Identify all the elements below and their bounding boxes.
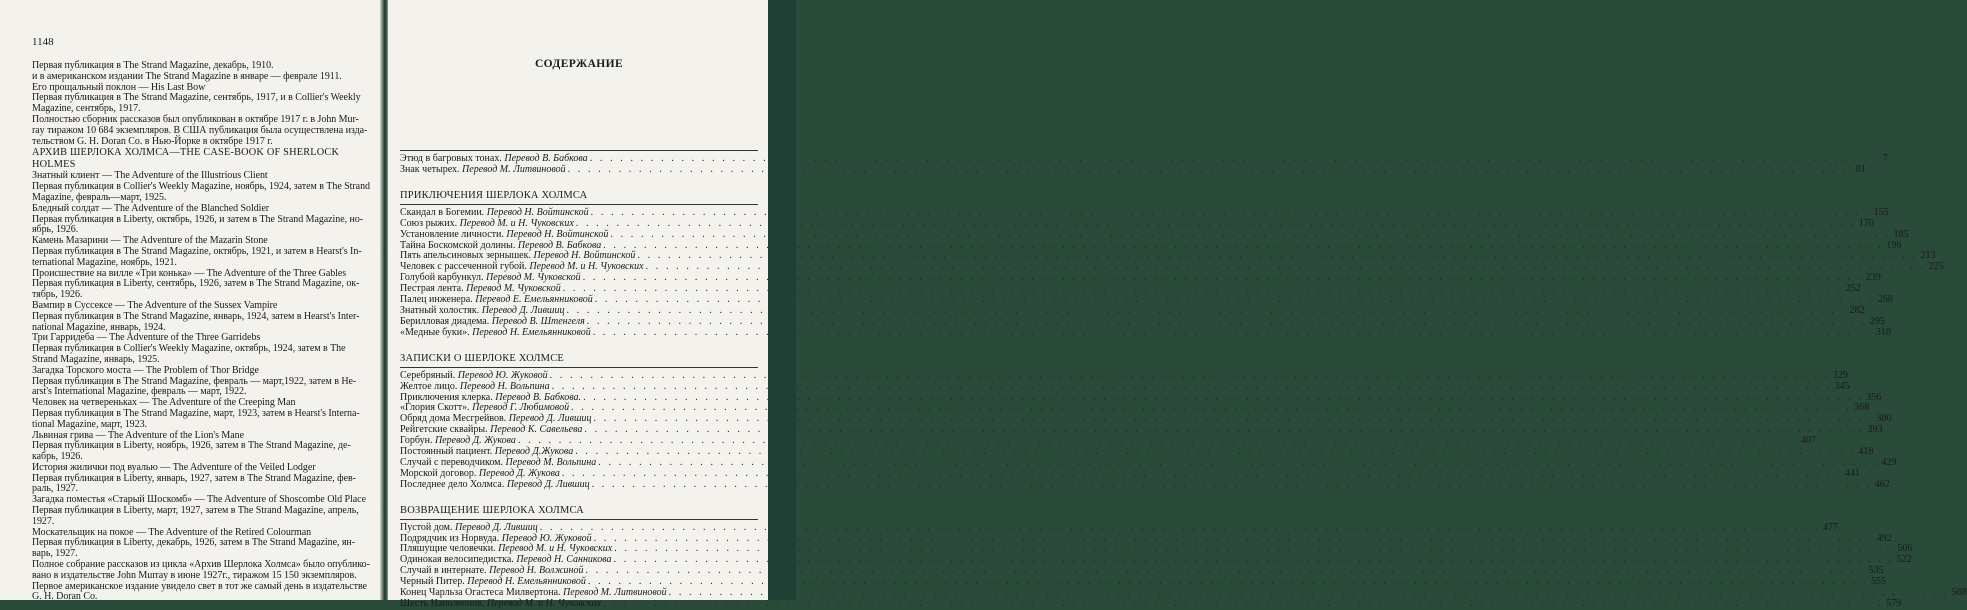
story-title: Черный Питер. xyxy=(400,576,468,588)
story-title: Человек с рассеченной губой. xyxy=(400,261,530,273)
translator: Перевод Н. Емельянниковой xyxy=(472,326,591,338)
translator: Перевод Н. Войтинской xyxy=(533,250,636,262)
toc-block xyxy=(400,352,1897,491)
toc-page-number: 155 xyxy=(1873,206,1889,218)
toc-page-number: 579 xyxy=(1886,598,1902,609)
text-line: Полное собрание рассказов из цикла «Архив Шерлока Холмса» было опублико- xyxy=(32,559,370,571)
translator: Перевод В. Штенгеля xyxy=(491,315,585,327)
text-line: Первое американское издание увидело свет в тот же самый день в издательстве xyxy=(32,580,367,592)
toc-section-title: ЗАПИСКИ О ШЕРЛОКЕ ХОЛМСЕ xyxy=(400,352,565,364)
story-title: Рейгетские сквайры. xyxy=(400,424,491,436)
toc-page-number: 213 xyxy=(1920,250,1936,262)
toc-page-number: 7 xyxy=(1882,153,1888,164)
text-line: Первая публикация в The Strand Magazine, декабрь, 1910. xyxy=(32,60,274,71)
toc-page-number: 345 xyxy=(1834,380,1850,392)
translator: Перевод Д. Лившиц xyxy=(508,413,592,425)
translator: Перевод Д. Лившиц xyxy=(454,521,538,533)
story-title: Пляшущие человечки. xyxy=(400,543,499,555)
translator: Перевод В. Бабкова xyxy=(517,239,602,251)
translator: Перевод В. Бабкова. xyxy=(495,391,582,403)
toc-page-number: 268 xyxy=(1877,294,1893,306)
left-intro xyxy=(32,61,372,147)
translator: Перевод Д. Лившиц xyxy=(481,304,565,316)
text-line: кабрь, 1926. xyxy=(32,451,83,463)
toc-page-number: 81 xyxy=(1855,163,1866,175)
translator: Перевод Е. Емельянниковой xyxy=(475,294,593,306)
toc-entry-title xyxy=(400,480,590,491)
leader-dots xyxy=(568,165,1848,176)
text-line: Первая публикация в Liberty, декабрь, 1926, затем в The Strand Magazine, ян- xyxy=(32,537,356,549)
translator: Перевод М. Чуковской xyxy=(486,272,581,284)
text-line: варь, 1927. xyxy=(32,548,78,560)
section-rule xyxy=(400,150,758,151)
text-line: Человек на четвереньках — The Adventure of the Creeping Man xyxy=(32,397,296,409)
story-title: Скандал в Богемии. xyxy=(400,206,487,218)
book-cover-edge xyxy=(768,0,796,600)
translator: Перевод Д. Жукова xyxy=(434,435,516,447)
text-line: Первая публикация в Liberty, март, 1927, затем в The Strand Magazine, апрель, xyxy=(32,505,359,517)
story-title: Последнее дело Холмса. xyxy=(400,478,507,490)
text-line: Его прощальный поклон — His Last Bow xyxy=(32,81,206,93)
translator: Перевод Н. Емельянниковой xyxy=(467,576,586,588)
toc-entry-title xyxy=(400,165,566,176)
story-title: «Медные буки». xyxy=(400,326,473,338)
text-line: Первая публикация в The Strand Magazine, март, 1923, затем в Hearst's Interna- xyxy=(32,407,360,419)
leader-dots xyxy=(610,230,1890,241)
translator: Перевод Д. Лившиц xyxy=(506,478,590,490)
section-rule xyxy=(400,367,758,368)
toc-page-number: 441 xyxy=(1844,467,1860,479)
toc-page-number: 329 xyxy=(1832,369,1848,381)
page-number: 1148 xyxy=(32,36,54,48)
translator: Перевод М. и Н. Чуковских xyxy=(459,217,574,229)
translator: Перевод Д.Жукова xyxy=(494,446,574,458)
leader-dots xyxy=(552,382,1832,393)
toc-page-number: 407 xyxy=(1801,435,1817,447)
story-title: Одинокая велосипедистка. xyxy=(400,554,517,566)
text-line: Львиная грива — The Adventure of the Lion's Mane xyxy=(32,429,244,441)
left-page xyxy=(0,0,384,603)
text-line: История жилички под вуалью — The Adventure of the Veiled Lodger xyxy=(32,461,316,473)
toc-entry xyxy=(400,163,1866,176)
toc-block xyxy=(400,504,1967,610)
text-line: Первая публикация в Liberty, сентябрь, 1926, затем в The Strand Magazine, ок- xyxy=(32,278,360,290)
toc-page-number: 282 xyxy=(1849,304,1865,316)
toc-page-number: 393 xyxy=(1867,424,1883,436)
toc-entry xyxy=(400,326,1891,339)
translator: Перевод М. и Н. Чуковских xyxy=(529,261,644,273)
toc-page-number: 380 xyxy=(1876,413,1892,425)
toc-page-number: 295 xyxy=(1869,315,1885,327)
text-line: ray тиражом 10 684 экземпляров. В США публикация была осуществлена изда- xyxy=(32,124,368,136)
toc-page-number: 462 xyxy=(1874,478,1890,490)
toc-page-number: 225 xyxy=(1928,261,1944,273)
translator: Перевод М. и Н. Чуковских xyxy=(486,598,602,609)
text-line: G. H. Doran Co. xyxy=(32,591,98,603)
text-line: Камень Мазарини — The Adventure of the Mazarin Stone xyxy=(32,235,268,247)
section-rule xyxy=(400,519,758,520)
toc-page-number: 252 xyxy=(1845,283,1861,295)
story-title: Подрядчик из Норвуда. xyxy=(400,532,502,544)
translator: Перевод М. Вольпина xyxy=(505,456,597,468)
text-line: Первая публикация в The Strand Magazine, февраль — март,1922, затем в He- xyxy=(32,375,357,387)
toc-page-number: 506 xyxy=(1897,543,1913,555)
text-line: Первая публикация в Collier's Weekly Magazine, ноябрь, 1924, затем в The Strand xyxy=(32,181,370,193)
text-line: тельством G. H. Doran Co. в Нью-Йорке в октябре 1917 г. xyxy=(32,135,273,147)
toc-entry xyxy=(400,598,1902,610)
text-line: Загадка Торского моста — The Problem of Thor Bridge xyxy=(32,364,259,376)
text-line: 1927. xyxy=(32,515,55,527)
toc-block xyxy=(400,189,1944,339)
story-title: Пустой дом. xyxy=(400,521,455,533)
text-line: Происшествие на вилле «Три конька» — The Adventure of the Three Gables xyxy=(32,267,347,279)
leader-dots xyxy=(540,523,1820,534)
translator: Перевод М. Литвиновой xyxy=(563,587,667,599)
text-line: Magazine, февраль—март, 1925. xyxy=(32,191,167,203)
translator: Перевод Д. Жукова xyxy=(478,467,560,479)
toc-page-number: 429 xyxy=(1881,456,1897,468)
story-title: Голубой карбункул. xyxy=(400,272,487,284)
story-title: «Глория Скотт». xyxy=(400,402,473,414)
story-title: Шесть Наполеонов. xyxy=(400,598,487,609)
translator: Перевод Г. Любимовой xyxy=(472,402,570,414)
translator: Перевод М. Чуковской xyxy=(466,283,561,295)
story-title: Пять апельсиновых зернышек. xyxy=(400,250,534,262)
translator: Перевод Н. Вольпина xyxy=(459,380,550,392)
story-title: Знатный холостяк. xyxy=(400,304,482,316)
text-line: вано в издательстве John Murray в июне 1927г., тиражом 15 150 экземпляров. xyxy=(32,569,357,581)
toc-page-number: 477 xyxy=(1822,521,1838,533)
section-title: АРХИВ ШЕРЛОКА ХОЛМСА—THE CASE-BOOK OF SHERLOCK HOLMES xyxy=(32,147,340,171)
leader-dots xyxy=(550,371,1830,382)
toc-page-number: 535 xyxy=(1868,565,1884,577)
section-rule xyxy=(400,204,758,205)
story-title: Тайна Боскомской долины. xyxy=(400,239,518,251)
text-line: Первая публикация в The Strand Magazine, сентябрь, 1917, и в Collier's Weekly xyxy=(32,92,361,104)
story-title: Знак четырех. xyxy=(400,163,463,175)
toc-page-number: 555 xyxy=(1870,576,1886,588)
translator: Перевод Н. Войтинской xyxy=(506,228,609,240)
text-line: arst's International Magazine, февраль — март, 1922. xyxy=(32,386,247,398)
right-page xyxy=(388,0,1967,609)
table-of-contents xyxy=(400,150,1967,610)
toc-page-number: 418 xyxy=(1858,446,1874,458)
text-line: Три Гарридеба — The Adventure of the Three Garridebs xyxy=(32,332,261,344)
toc-entry xyxy=(400,478,1890,491)
text-line: Первая публикация в The Strand Magazine, январь, 1924, затем в Hearst's Inter- xyxy=(32,310,360,322)
toc-page-number: 522 xyxy=(1896,554,1912,566)
story-title: Случай с переводчиком. xyxy=(400,456,506,468)
story-title: Палец инженера. xyxy=(400,294,476,306)
translator: Перевод В. Бабкова xyxy=(504,153,588,164)
toc-section-title: ПРИКЛЮЧЕНИЯ ШЕРЛОКА ХОЛМСА xyxy=(400,189,588,201)
translator: Перевод Ю. Жуковой xyxy=(457,369,548,381)
translator: Перевод Н. Волжиной xyxy=(489,565,584,577)
text-line: Знатный клиент — The Adventure of the Illustrious Client xyxy=(32,170,268,182)
text-line: Strand Magazine, январь, 1925. xyxy=(32,353,160,365)
story-title: Конец Чарльза Огастеса Милвертона. xyxy=(400,587,564,599)
toc-page-number: 368 xyxy=(1854,402,1870,414)
story-title: Серебряный. xyxy=(400,369,458,381)
text-line: Загадка поместья «Старый Шоскомб» — The Adventure of Shoscombe Old Place xyxy=(32,494,366,506)
story-title: Желтое лицо. xyxy=(400,380,460,392)
toc-page-number: 170 xyxy=(1858,217,1874,229)
left-section-body xyxy=(32,171,372,603)
text-line: и в американском издании The Strand Magazine в январе — феврале 1911. xyxy=(32,70,342,82)
toc-page-number: 492 xyxy=(1876,532,1892,544)
text-line: Полностью сборник рассказов был опубликован в октябре 1917 г. в John Mur- xyxy=(32,113,359,125)
story-title: Горбун. xyxy=(400,435,435,447)
text-line: Первая публикация в Liberty, ноябрь, 1926, затем в The Strand Magazine, де- xyxy=(32,440,351,452)
text-line: Вампир в Суссексе — The Adventure of the Sussex Vampire xyxy=(32,299,278,311)
translator: Перевод М. Литвиновой xyxy=(462,163,566,175)
story-title: Пестрая лента. xyxy=(400,283,467,295)
toc-section-title: ВОЗВРАЩЕНИЕ ШЕРЛОКА ХОЛМСА xyxy=(400,504,584,516)
text-line: national Magazine, январь, 1924. xyxy=(32,321,166,333)
story-title: Постоянный пациент. xyxy=(400,446,495,458)
text-line: Первая публикация в Liberty, октябрь, 1926, и затем в The Strand Magazine, но- xyxy=(32,213,364,225)
toc-block xyxy=(400,150,1888,176)
toc-page-number: 185 xyxy=(1893,228,1909,240)
translator: Перевод К. Савельева xyxy=(490,424,583,436)
story-title: Этюд в багровых тонах. xyxy=(400,153,505,164)
story-title: Союз рыжих. xyxy=(400,217,460,229)
toc-page-number: 310 xyxy=(1875,326,1891,338)
text-line: ябрь, 1926. xyxy=(32,224,79,236)
toc-entry-title xyxy=(400,599,601,610)
text-line: Magazine, сентябрь, 1917. xyxy=(32,103,141,115)
text-line: Бледный солдат — The Adventure of the Blanched Soldier xyxy=(32,202,270,214)
story-title: Берилловая диадема. xyxy=(400,315,492,327)
toc-page-number: 239 xyxy=(1865,272,1881,284)
text-line: Первая публикация в Liberty, январь, 1927, затем в The Strand Magazine, фев- xyxy=(32,472,356,484)
story-title: Обряд дома Месгрейвов. xyxy=(400,413,509,425)
translator: Перевод Н. Войтинской xyxy=(486,206,589,218)
text-line: Москательщик на покое — The Adventure of the Retired Colourman xyxy=(32,526,312,538)
story-title: Случай в интернате. xyxy=(400,565,490,577)
translator: Перевод М. и Н. Чуковских xyxy=(498,543,613,555)
story-title: Установление личности. xyxy=(400,228,507,240)
story-title: Приключения клерка. xyxy=(400,391,496,403)
text-line: тябрь, 1926. xyxy=(32,289,83,301)
translator: Перевод Н. Санникова xyxy=(516,554,612,566)
toc-page-number: 356 xyxy=(1866,391,1882,403)
leader-dots xyxy=(603,599,1883,610)
toc-page-number: 568 xyxy=(1951,587,1967,599)
toc-page-number: 196 xyxy=(1886,239,1902,251)
text-line: Первая публикация в Collier's Weekly Magazine, октябрь, 1924, затем в The xyxy=(32,343,346,355)
story-title: Морской договор. xyxy=(400,467,479,479)
toc-header: СОДЕРЖАНИЕ xyxy=(534,58,624,70)
toc-entry-title xyxy=(400,328,591,339)
text-line: раль, 1927. xyxy=(32,483,79,495)
text-line: tional Magazine, март, 1923. xyxy=(32,418,147,430)
translator: Перевод Ю. Жуковой xyxy=(501,532,592,544)
text-line: Первая публикация в The Strand Magazine, октябрь, 1921, и затем в Hearst's In- xyxy=(32,245,362,257)
text-line: ternational Magazine, ноябрь, 1921. xyxy=(32,256,177,268)
